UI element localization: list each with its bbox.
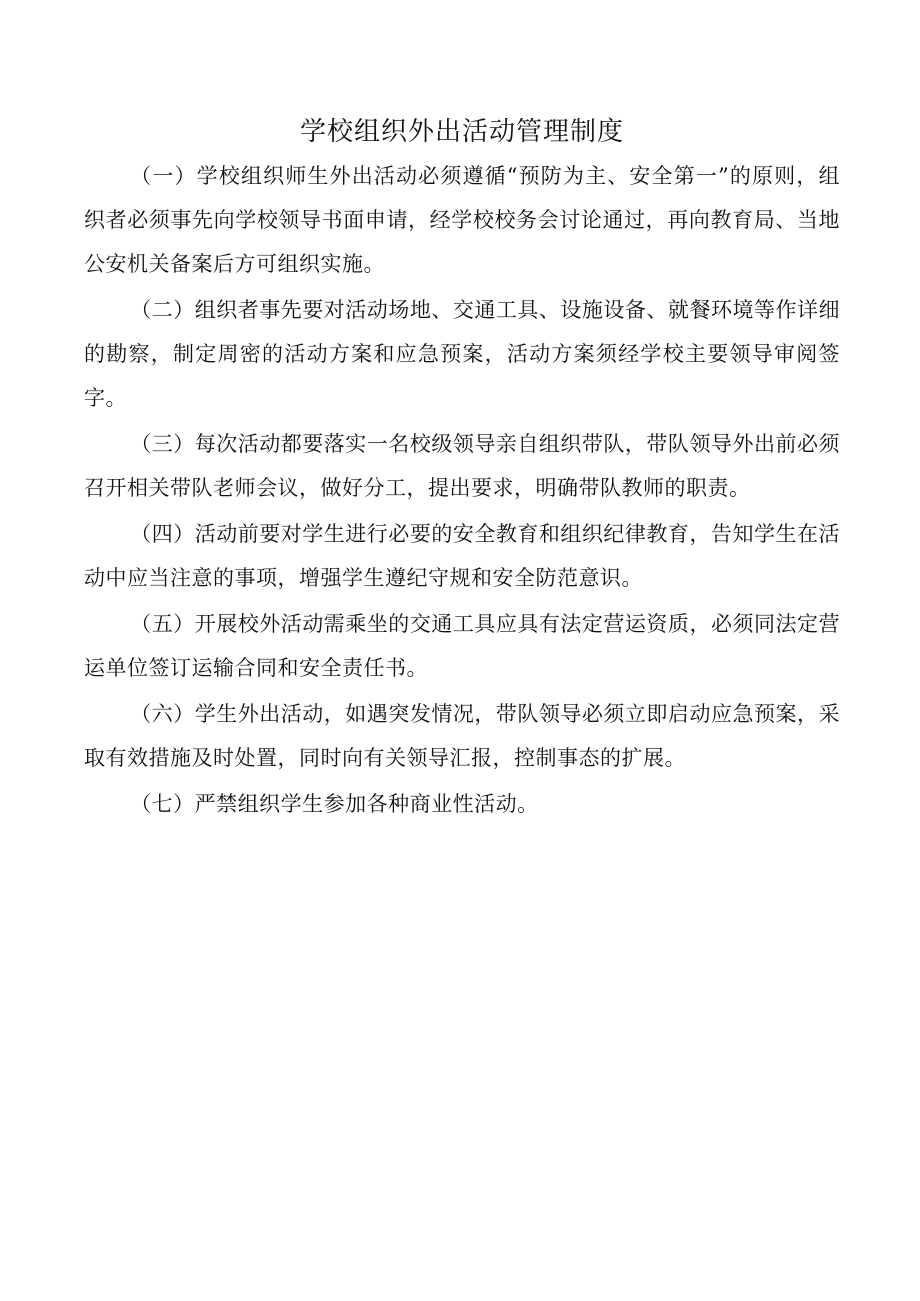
paragraph-2: （二）组织者事先要对活动场地、交通工具、设施设备、就餐环境等作详细的勘察，制定周密的活动方案和应急预案，活动方案须经学校主要领导审阅签字。	[84, 298, 840, 410]
paragraph-6: （六）学生外出活动，如遇突发情况，带队领导必须立即启动应急预案，采取有效措施及时处置，同时向有关领导汇报，控制事态的扩展。	[84, 702, 840, 770]
paragraph-7: （七）严禁组织学生参加各种商业性活动。	[130, 792, 539, 816]
paragraph-5: （五）开展校外活动需乘坐的交通工具应具有法定营运资质，必须同法定营运单位签订运输合同和安全责任书。	[84, 612, 840, 680]
paragraph-3: （三）每次活动都要落实一名校级领导亲自组织带队，带队领导外出前必须召开相关带队老师会议，做好分工，提出要求，明确带队教师的职责。	[84, 432, 840, 500]
paragraph-1: （一）学校组织师生外出活动必须遵循“预防为主、安全第一”的原则，组织者必须事先向学校领导书面申请，经学校校务会讨论通过，再向教育局、当地公安机关备案后方可组织实施。	[84, 164, 840, 276]
paragraph-4: （四）活动前要对学生进行必要的安全教育和组织纪律教育，告知学生在活动中应当注意的事项，增强学生遵纪守规和安全防范意识。	[84, 522, 840, 590]
document-page	[84, 112, 840, 826]
document-title: 学校组织外出活动管理制度	[299, 117, 624, 147]
